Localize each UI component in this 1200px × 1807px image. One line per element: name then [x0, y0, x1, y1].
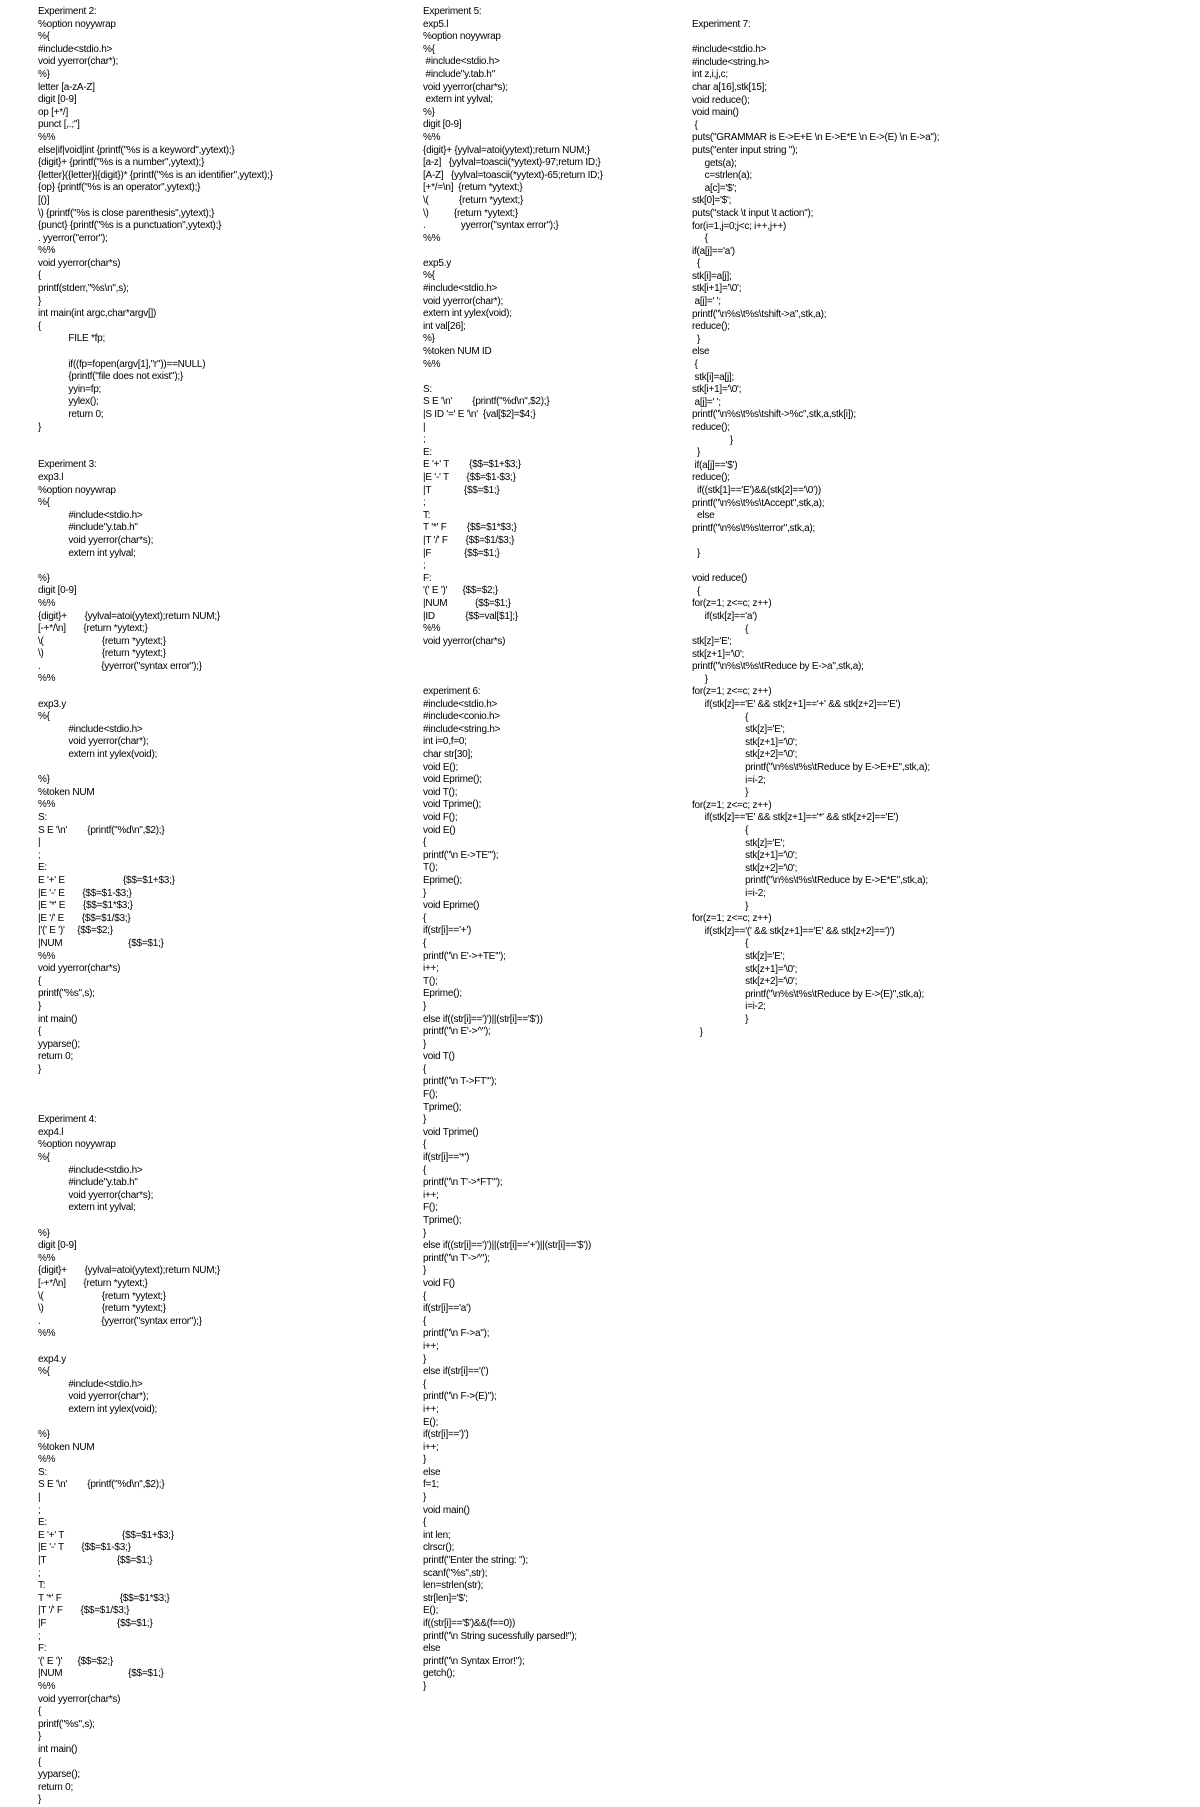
code-column-left: Experiment 2: %option noyywrap %{ #include<stdio.h> void yyerror(char*); %} letter [a-zA-Z] digit [0-9] op [+*/] punct [,.;"] %% else|if|void|int {printf("%s is a keyword",yytext);} {digit}+ {printf("%s is a number",yytext);} {letter}({letter}|{digit})* {printf("%s is an identifier",yytext);} {op} {printf("%s is an operator",yytext);} [()] \) {printf("%s is close parenthesis",yytext);} {punct} {printf("%s is a punctuation",yytext);} . yyerror("error"); %% void yyerror(char*s) { printf(stderr,"%s\n",s); } int main(int argc,char*argv[]) { FILE *fp; if((fp=fopen(argv[1],"r"))==NULL) {printf("file does not exist");} yyin=fp; yylex(); return 0; } Experiment 3: exp3.l %option noyywrap %{ #include<stdio.h> #include"y.tab.h" void yyerror(char*s); extern int yylval; %} digit [0-9] %% {digit}+ {yylval=atoi(yytext);return NUM;} [-+*/\n] {return *yytext;} \( {return *yytext;} \) {return *yytext;} . {yyerror("syntax error");} %% exp3.y %{ #include<stdio.h> void yyerror(char*); extern int yylex(void); %} %token NUM %% S: S E '\n' {printf("%d\n",$2);} | ; E: E '+' E {$$=$1+$3;} |E '-' E {$$=$1-$3;} |E '*' E {$$=$1*$3;} |E '/' E {$$=$1/$3;} |'(' E ')' {$$=$2;} |NUM {$$=$1;} %% void yyerror(char*s) { printf("%s",s); } int main() { yyparse(); return 0; } Experiment 4: exp4.l %option noyywrap %{ #include<stdio.h> #include"y.tab.h" void yyerror(char*s); extern int yylval; %} digit [0-9] %% {digit}+ {yylval=atoi(yytext);return NUM;} [-+*/\n] {return *yytext;} \( {return *yytext;} \) {return *yytext;} . {yyerror("syntax error");} %% exp4.y %{ #include<stdio.h> void yyerror(char*); extern int yylex(void); %} %token NUM %% S: S E '\n' {printf("%d\n",$2);} | ; E: E '+' T {$$=$1+$3;} |E '-' T {$$=$1-$3;} |T {$$=$1;} ; T: T '*' F {$$=$1*$3;} |T '/' F {$$=$1/$3;} |F {$$=$1;} ; F: '(' E ')' {$$=$2;} |NUM {$$=$1;} %% void yyerror(char*s) { printf("%s",s); } int main() { yyparse(); return 0; } — [38, 6, 273, 1806]
code-column-right: Experiment 7: #include<stdio.h> #include<string.h> int z,i,j,c; char a[16],stk[15]; void reduce(); void main() { puts("GRAMMAR is E->E+E \n E->E*E \n E->(E) \n E->a"); puts("enter input string "); gets(a); c=strlen(a); a[c]='$'; stk[0]='$'; puts("stack \t input \t action"); for(i=1,j=0;j<c; i++,j++) { if(a[j]=='a') { stk[i]=a[j]; stk[i+1]='\0'; a[j]=' '; printf("\n%s\t%s\tshift->a",stk,a); reduce(); } else { stk[i]=a[j]; stk[i+1]='\0'; a[j]=' '; printf("\n%s\t%s\tshift->%c",stk,a,stk[i]); reduce(); } } if(a[j]=='$') reduce(); if((stk[1]=='E')&&(stk[2]=='\0')) printf("\n%s\t%s\tAccept",stk,a); else printf("\n%s\t%s\terror",stk,a); } void reduce() { for(z=1; z<=c; z++) if(stk[z]=='a') { stk[z]='E'; stk[z+1]='\0'; printf("\n%s\t%s\tReduce by E->a",stk,a); } for(z=1; z<=c; z++) if(stk[z]=='E' && stk[z+1]=='+' && stk[z+2]=='E') { stk[z]='E'; stk[z+1]='\0'; stk[z+2]='\0'; printf("\n%s\t%s\tReduce by E->E+E",stk,a); i=i-2; } for(z=1; z<=c; z++) if(stk[z]=='E' && stk[z+1]=='*' && stk[z+2]=='E') { stk[z]='E'; stk[z+1]='\0'; stk[z+2]='\0'; printf("\n%s\t%s\tReduce by E->E*E",stk,a); i=i-2; } for(z=1; z<=c; z++) if(stk[z]=='(' && stk[z+1]=='E' && stk[z+2]==')') { stk[z]='E'; stk[z+1]='\0'; stk[z+2]='\0'; printf("\n%s\t%s\tReduce by E->(E)",stk,a); i=i-2; } } — [692, 19, 940, 1038]
code-column-middle: Experiment 5: exp5.l %option noyywrap %{ #include<stdio.h> #include"y.tab.h" void yyerror(char*s); extern int yylval; %} digit [0-9] %% {digit}+ {yylval=atoi(yytext);return NUM;} [a-z] {yylval=toascii(*yytext)-97;return ID;} [A-Z] {yylval=toascii(*yytext)-65;return ID;} [+*/=\n] {return *yytext;} \( {return *yytext;} \) {return *yytext;} . yyerror("syntax error");} %% exp5.y %{ #include<stdio.h> void yyerror(char*); extern int yylex(void); int val[26]; %} %token NUM ID %% S: S E '\n' {printf("%d\n",$2);} |S ID '=' E '\n' {val[$2]=$4;} | ; E: E '+' T {$$=$1+$3;} |E '-' T {$$=$1-$3;} |T {$$=$1;} ; T: T '*' F {$$=$1*$3;} |T '/' F {$$=$1/$3;} |F {$$=$1;} ; F: '(' E ')' {$$=$2;} |NUM {$$=$1;} |ID {$$=val[$1];} %% void yyerror(char*s) experiment 6: #include<stdio.h> #include<conio.h> #include<string.h> int i=0,f=0; char str[30]; void E(); void Eprime(); void T(); void Tprime(); void F(); void E() { printf("\n E->TE'"); T(); Eprime(); } void Eprime() { if(str[i]=='+') { printf("\n E'->+TE'"); i++; T(); Eprime(); } else if((str[i]==')')||(str[i]=='$')) printf("\n E'->^"); } void T() { printf("\n T->FT'"); F(); Tprime(); } void Tprime() { if(str[i]=='*') { printf("\n T'->*FT'"); i++; F(); Tprime(); } else if((str[i]==')')||(str[i]=='+')||(str[i]=='$')) printf("\n T'->^"); } void F() { if(str[i]=='a') { printf("\n F->a"); i++; } else if(str[i]=='(') { printf("\n F->(E)"); i++; E(); if(str[i]==')') i++; } else f=1; } void main() { int len; clrscr(); printf("Enter the string: "); scanf("%s",str); len=strlen(str); str[len]='$'; E(); if((str[i]=='$')&&(f==0)) printf("\n String sucessfully parsed!"); else printf("\n Syntax Error!"); getch(); } — [423, 6, 603, 1692]
